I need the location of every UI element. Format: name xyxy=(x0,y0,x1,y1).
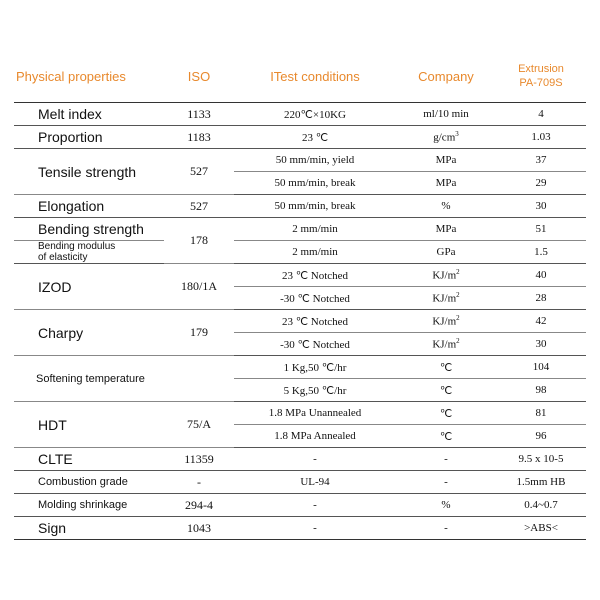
value: 30 xyxy=(496,195,586,218)
value: 51 xyxy=(496,218,586,241)
value: 96 xyxy=(496,425,586,448)
value: >ABS< xyxy=(496,517,586,540)
value: 4 xyxy=(496,103,586,126)
unit xyxy=(396,310,496,333)
value: 81 xyxy=(496,402,586,425)
unit: MPa xyxy=(396,149,496,172)
unit-superscript: 3 xyxy=(455,130,459,139)
test-condition: 50 mm/min, break xyxy=(234,172,396,195)
value: 40 xyxy=(496,264,586,287)
unit xyxy=(396,126,496,149)
row-sign xyxy=(14,517,586,540)
unit-text: KJ/m xyxy=(432,338,457,351)
test-condition: 23 ℃ xyxy=(234,126,396,149)
test-condition: 1.8 MPa Unannealed xyxy=(234,402,396,425)
test-condition: 5 Kg,50 ℃/hr xyxy=(234,379,396,402)
value: 1.5 xyxy=(496,241,586,264)
test-condition: -30 ℃ Notched xyxy=(234,333,396,356)
row-izod-1 xyxy=(14,264,586,287)
property-name: Combustion grade xyxy=(14,471,164,494)
header-physical-properties: Physical properties xyxy=(14,50,164,103)
unit-text: KJ/m xyxy=(432,269,457,282)
row-softening-1 xyxy=(14,356,586,379)
iso-value: 294-4 xyxy=(164,494,234,517)
header-iso: ISO xyxy=(164,50,234,103)
unit: ml/10 min xyxy=(396,103,496,126)
property-name: Proportion xyxy=(14,126,164,149)
property-name: Melt index xyxy=(14,103,164,126)
test-condition: 23 ℃ Notched xyxy=(234,264,396,287)
unit: % xyxy=(396,494,496,517)
header-model: PA-709S xyxy=(519,77,563,89)
iso-value: 178 xyxy=(164,218,234,264)
row-elongation xyxy=(14,195,586,218)
value: 42 xyxy=(496,310,586,333)
test-condition: 1.8 MPa Annealed xyxy=(234,425,396,448)
property-name: Bending strength xyxy=(14,218,164,241)
test-condition: UL-94 xyxy=(234,471,396,494)
property-name: Elongation xyxy=(14,195,164,218)
iso-value: 1183 xyxy=(164,126,234,149)
test-condition: 50 mm/min, break xyxy=(234,195,396,218)
test-condition: 220℃×10KG xyxy=(234,103,396,126)
unit: GPa xyxy=(396,241,496,264)
property-name: Molding shrinkage xyxy=(14,494,164,517)
row-bending-1 xyxy=(14,218,586,241)
unit: ℃ xyxy=(396,402,496,425)
iso-value: 11359 xyxy=(164,448,234,471)
test-condition: - xyxy=(234,448,396,471)
property-name-line2: of elasticity xyxy=(38,252,88,263)
iso-value: 75/A xyxy=(164,402,234,448)
iso-value: 1043 xyxy=(164,517,234,540)
property-name: Softening temperature xyxy=(14,356,234,402)
row-melt-index xyxy=(14,103,586,126)
unit xyxy=(396,264,496,287)
unit-text: KJ/m xyxy=(432,315,457,328)
test-condition: - xyxy=(234,517,396,540)
iso-value: 179 xyxy=(164,310,234,356)
header-extrusion-label: Extrusion xyxy=(518,63,564,75)
unit-text: g/cm xyxy=(433,131,456,144)
unit: MPa xyxy=(396,218,496,241)
row-clte xyxy=(14,448,586,471)
unit: ℃ xyxy=(396,425,496,448)
unit: ℃ xyxy=(396,379,496,402)
test-condition: 1 Kg,50 ℃/hr xyxy=(234,356,396,379)
property-name: IZOD xyxy=(14,264,164,310)
unit-text: KJ/m xyxy=(432,292,457,305)
value: 30 xyxy=(496,333,586,356)
row-hdt-1 xyxy=(14,402,586,425)
unit-superscript: 2 xyxy=(456,268,460,277)
unit xyxy=(396,287,496,310)
test-condition: 2 mm/min xyxy=(234,218,396,241)
value: 1.5mm HB xyxy=(496,471,586,494)
header-company: Company xyxy=(396,50,496,103)
row-shrinkage xyxy=(14,494,586,517)
property-name xyxy=(14,241,164,264)
property-name-line1: Bending modulus xyxy=(38,241,116,252)
unit-superscript: 2 xyxy=(456,314,460,323)
unit: MPa xyxy=(396,172,496,195)
property-name: Tensile strength xyxy=(14,149,164,195)
iso-value: 527 xyxy=(164,149,234,195)
value: 28 xyxy=(496,287,586,310)
row-proportion xyxy=(14,126,586,149)
value: 29 xyxy=(496,172,586,195)
test-condition: - xyxy=(234,494,396,517)
iso-value: 527 xyxy=(164,195,234,218)
unit: - xyxy=(396,448,496,471)
property-name: HDT xyxy=(14,402,164,448)
header-row xyxy=(14,50,586,103)
test-condition: -30 ℃ Notched xyxy=(234,287,396,310)
properties-table xyxy=(14,50,586,540)
value: 0.4~0.7 xyxy=(496,494,586,517)
header-test-conditions: ITest conditions xyxy=(234,50,396,103)
row-tensile-1 xyxy=(14,149,586,172)
property-name: Charpy xyxy=(14,310,164,356)
test-condition: 23 ℃ Notched xyxy=(234,310,396,333)
iso-value: - xyxy=(164,471,234,494)
iso-value: 180/1A xyxy=(164,264,234,310)
unit: ℃ xyxy=(396,356,496,379)
value: 9.5 x 10-5 xyxy=(496,448,586,471)
unit-superscript: 2 xyxy=(456,337,460,346)
row-charpy-1 xyxy=(14,310,586,333)
value: 37 xyxy=(496,149,586,172)
iso-value: 1133 xyxy=(164,103,234,126)
properties-sheet xyxy=(14,50,586,540)
property-name: CLTE xyxy=(14,448,164,471)
value: 1.03 xyxy=(496,126,586,149)
value: 98 xyxy=(496,379,586,402)
unit: - xyxy=(396,471,496,494)
unit xyxy=(396,333,496,356)
header-extrusion xyxy=(496,50,586,103)
row-bending-2 xyxy=(14,241,586,264)
unit: % xyxy=(396,195,496,218)
unit-superscript: 2 xyxy=(456,291,460,300)
value: 104 xyxy=(496,356,586,379)
test-condition: 2 mm/min xyxy=(234,241,396,264)
unit: - xyxy=(396,517,496,540)
property-name: Sign xyxy=(14,517,164,540)
row-combustion xyxy=(14,471,586,494)
test-condition: 50 mm/min, yield xyxy=(234,149,396,172)
